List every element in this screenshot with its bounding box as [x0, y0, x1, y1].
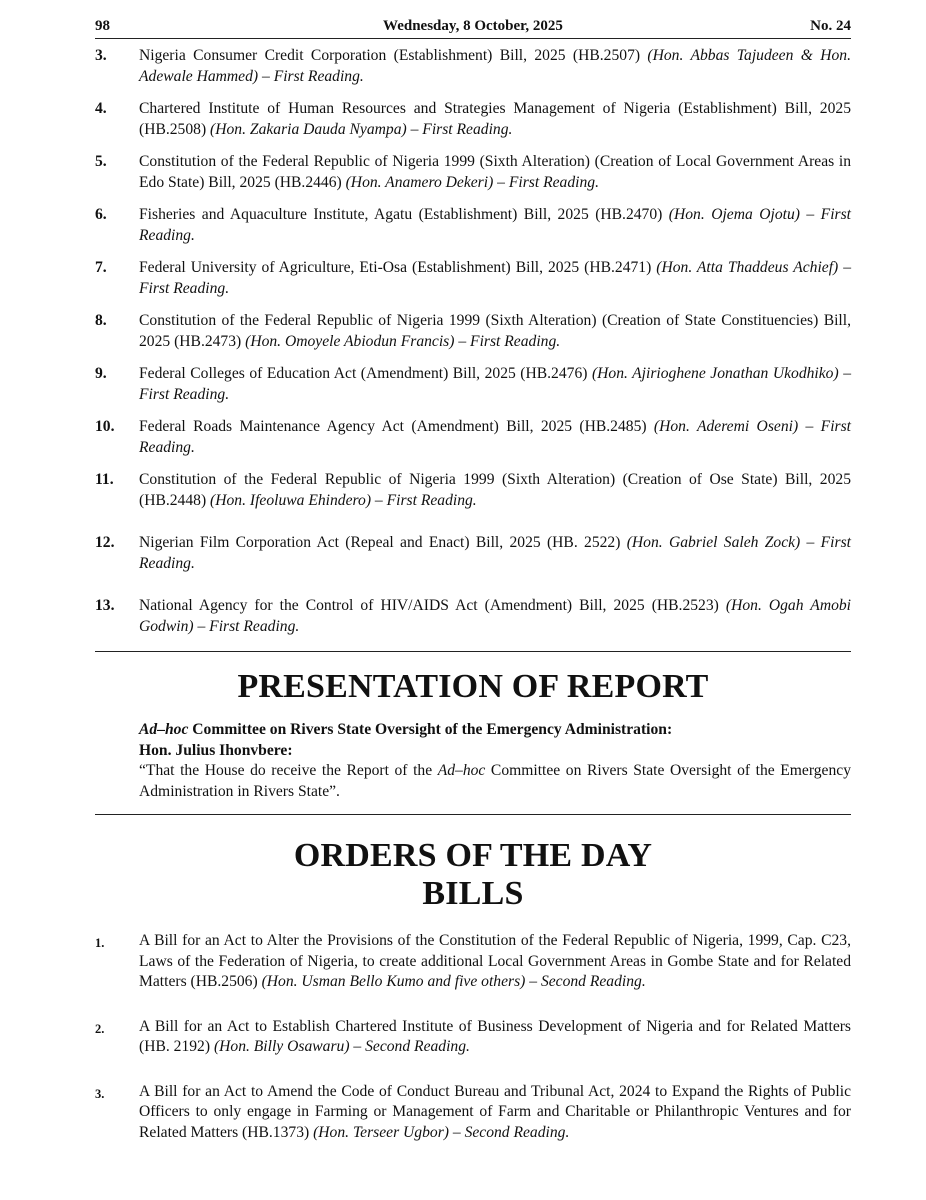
sponsor: (Hon. Ifeoluwa Ehindero)	[210, 491, 372, 509]
sponsor: (Hon. Zakaria Dauda Nyampa)	[210, 120, 407, 138]
motion-part: Committee on Rivers State Oversight of the Emergency Administration in Rivers State”.	[139, 762, 851, 800]
item-number: 2.	[95, 1021, 105, 1036]
orders-list	[95, 931, 851, 1143]
header-date: Wednesday, 8 October, 2025	[383, 18, 563, 34]
item-number: 1.	[95, 936, 105, 950]
sponsor: (Hon. Ojema Ojotu)	[668, 206, 800, 223]
reading-stage: – Second Reading.	[349, 1038, 470, 1055]
presentation-heading: PRESENTATION OF REPORT	[237, 668, 709, 705]
reading-stage: – First Reading.	[406, 120, 513, 138]
item-number: 8.	[95, 312, 107, 329]
list-item	[95, 533, 851, 574]
bill-title: Chartered Institute of Human Resources and Strategies Management of Nigeria (Establishment) Bill, 2025 (HB.2508)	[139, 100, 851, 138]
item-number: 12.	[95, 534, 115, 551]
reading-stage: – First Reading.	[139, 259, 852, 297]
list-item	[95, 417, 851, 458]
bill-title: A Bill for an Act to Amend the Code of Conduct Bureau and Tribunal Act, 2024 to Expand the Rights of Public Officers to only engage in Farming or Management of Farm and Charitable or Philanthropic Ventures and for Related Matters (HB.1373)	[139, 1082, 851, 1141]
motion-text	[139, 761, 851, 802]
reading-stage: – First Reading.	[493, 173, 599, 191]
list-item	[95, 364, 851, 405]
committee-name	[139, 720, 851, 741]
bill-title: Federal Roads Maintenance Agency Act (Amendment) Bill, 2025 (HB.2485)	[139, 418, 654, 435]
list-item	[95, 1017, 851, 1058]
reading-stage: – First Reading.	[139, 206, 851, 244]
list-item	[95, 311, 851, 352]
sponsor: (Hon. Ajirioghene Jonathan Ukodhiko)	[591, 365, 839, 382]
item-text	[139, 311, 851, 352]
item-text	[139, 258, 851, 299]
list-item	[95, 205, 851, 246]
member-name: Hon. Julius Ihonvbere:	[139, 741, 293, 759]
list-item	[95, 470, 851, 511]
sponsor: (Hon. Atta Thaddeus Achief)	[656, 259, 839, 276]
motion-part: “That the House do receive the Report of the	[139, 762, 438, 779]
item-text	[139, 205, 851, 246]
orders-heading: ORDERS OF THE DAY	[293, 837, 653, 874]
committee-title: Committee on Rivers State Oversight of the Emergency Administration:	[188, 721, 673, 738]
bill-title: National Agency for the Control of HIV/AIDS Act (Amendment) Bill, 2025 (HB.2523)	[139, 597, 726, 614]
item-number: 5.	[95, 153, 107, 170]
running-header	[95, 18, 851, 39]
bill-title: Nigerian Film Corporation Act (Repeal and Enact) Bill, 2025 (HB. 2522)	[139, 534, 627, 551]
item-text	[139, 1017, 851, 1058]
sponsor: (Hon. Gabriel Saleh Zock)	[626, 534, 801, 551]
item-number: 3.	[95, 1086, 105, 1101]
bill-title: A Bill for an Act to Alter the Provisions of the Constitution of the Federal Republic of Nigeria, 1999, Cap. C23, Laws of the Federation of Nigeria, to create additional Local Government Areas in Gombe State and for Related Matters (HB.2506)	[139, 932, 851, 990]
sponsor: (Hon. Billy Osawaru)	[213, 1038, 350, 1055]
sponsor: (Hon. Omoyele Abiodun Francis)	[245, 332, 455, 350]
reading-stage: – First Reading.	[139, 365, 851, 403]
list-item	[95, 596, 851, 637]
item-number: 13.	[95, 597, 115, 614]
adhoc-label: Ad–hoc	[139, 721, 189, 738]
item-text	[139, 931, 851, 993]
section-divider	[95, 651, 851, 652]
sponsor: (Hon. Usman Bello Kumo and five others)	[261, 973, 526, 990]
reading-stage: – First Reading.	[454, 332, 561, 350]
order-paper-page	[95, 18, 851, 1155]
item-text	[139, 470, 851, 511]
bill-title: Constitution of the Federal Republic of Nigeria 1999 (Sixth Alteration) (Creation of State Constituencies) Bill, 2025 (HB.2473)	[139, 312, 851, 350]
sponsor: (Hon. Ogah Amobi Godwin)	[139, 597, 852, 635]
bill-title: Federal University of Agriculture, Eti-Osa (Establishment) Bill, 2025 (HB.2471)	[139, 259, 657, 276]
list-item	[95, 152, 851, 193]
item-number: 6.	[95, 206, 107, 223]
reading-stage: – First Reading.	[371, 491, 477, 509]
item-text	[139, 533, 851, 574]
bills-heading: BILLS	[422, 875, 524, 912]
bill-title: A Bill for an Act to Establish Chartered Institute of Business Development of Nigeria and for Related Matters (HB. 2192)	[139, 1017, 851, 1055]
section-divider	[95, 814, 851, 815]
reading-stage: – First Reading.	[139, 534, 851, 572]
item-text	[139, 364, 851, 405]
list-item	[95, 258, 851, 299]
list-item	[95, 46, 851, 87]
bill-title: Constitution of the Federal Republic of Nigeria 1999 (Sixth Alteration) (Creation of Ose State) Bill, 2025 (HB.2448)	[139, 471, 851, 509]
item-text	[139, 99, 851, 140]
list-item	[95, 1082, 851, 1144]
bill-title: Fisheries and Aquaculture Institute, Agatu (Establishment) Bill, 2025 (HB.2470)	[139, 206, 669, 223]
item-number: 11.	[95, 471, 114, 488]
reading-stage: – First Reading.	[139, 418, 851, 456]
reading-stage: – Second Reading.	[525, 973, 646, 990]
bill-title: Constitution of the Federal Republic of Nigeria 1999 (Sixth Alteration) (Creation of Local Government Areas in Edo State) Bill, 2025 (HB.2446)	[139, 153, 851, 191]
item-number: 7.	[95, 259, 107, 276]
sponsor: (Hon. Terseer Ugbor)	[313, 1123, 449, 1141]
reading-stage: – First Reading.	[193, 617, 300, 635]
list-item	[95, 931, 851, 993]
item-number: 9.	[95, 365, 107, 382]
reading-stage: – Second Reading.	[448, 1123, 570, 1141]
item-text	[139, 596, 851, 637]
first-reading-list	[95, 46, 851, 637]
issue-number: No. 24	[810, 18, 851, 34]
sponsor: (Hon. Aderemi Oseni)	[653, 418, 799, 435]
list-item	[95, 99, 851, 140]
item-text	[139, 1082, 851, 1144]
item-text	[139, 46, 851, 87]
adhoc-label: Ad–hoc	[437, 762, 486, 779]
reading-stage: – First Reading.	[258, 67, 364, 85]
item-text	[139, 417, 851, 458]
bill-title: Federal Colleges of Education Act (Amendment) Bill, 2025 (HB.2476)	[139, 365, 592, 382]
report-block	[95, 720, 851, 802]
item-number: 10.	[95, 418, 115, 435]
sponsor: (Hon. Abbas Tajudeen & Hon. Adewale Hammed)	[139, 47, 851, 85]
item-number: 3.	[95, 47, 107, 64]
item-text	[139, 152, 851, 193]
sponsor: (Hon. Anamero Dekeri)	[345, 173, 494, 191]
page-number: 98	[95, 18, 110, 34]
item-number: 4.	[95, 100, 107, 117]
bill-title: Nigeria Consumer Credit Corporation (Establishment) Bill, 2025 (HB.2507)	[139, 47, 648, 64]
